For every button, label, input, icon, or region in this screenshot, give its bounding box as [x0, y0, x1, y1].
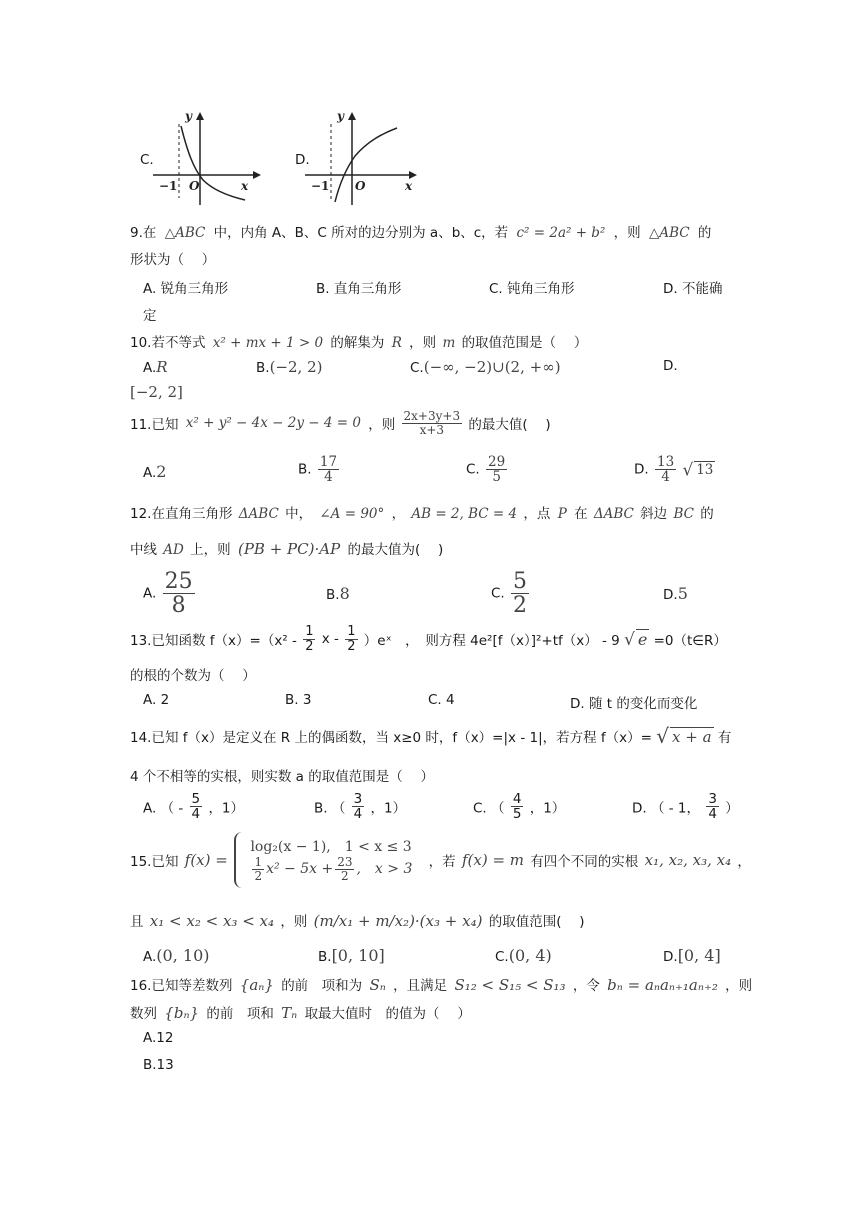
q14-c-den: 5 — [512, 806, 522, 823]
q9-option-d: D. 不能确 — [663, 281, 723, 297]
q10-option-d: D. — [663, 358, 678, 374]
q12-a-num: 25 — [164, 569, 193, 594]
q13-sqrt-e: e — [637, 630, 648, 650]
q10-line1 — [130, 331, 587, 351]
q16-line2c: 取最大值时 的值为（ ） — [304, 1006, 471, 1022]
q14-option-b — [314, 792, 406, 821]
q10-option-c — [410, 358, 561, 376]
q11-text1: ，则 — [368, 417, 396, 434]
q16-Sn: Sₙ — [369, 976, 386, 994]
y-label: y — [337, 110, 344, 123]
q11-expression: x² + y² − 4x − 2y − 4 = 0 — [185, 415, 361, 432]
q16-bn: bₙ = aₙaₙ₊₁aₙ₊₂ — [607, 976, 718, 994]
q12-line2a: 中线 — [130, 542, 157, 558]
q15-option-b-value: [0, 10] — [331, 946, 385, 965]
q15-inequality: x₁ < x₂ < x₃ < x₄ — [149, 912, 275, 930]
q16-an: {aₙ} — [239, 976, 274, 994]
q12-option-c — [491, 570, 531, 617]
q12-c-num: 5 — [513, 569, 528, 594]
q11-option-a — [143, 462, 166, 481]
q10-option-a-value: R — [156, 358, 168, 376]
q14-c-frac — [511, 792, 524, 821]
q16-line2a: 数列 — [130, 1006, 157, 1022]
q12-text5: 斜边 — [640, 506, 668, 522]
q12-triangle: ΔABC — [238, 506, 279, 522]
q9-line1 — [130, 221, 711, 241]
origin-label: O — [355, 179, 366, 193]
q16-line2 — [130, 1002, 471, 1022]
q15-fxm: f(x) = m — [461, 851, 525, 869]
q11-fraction — [402, 410, 463, 436]
q12-triangle-2: ΔABC — [593, 506, 634, 522]
q15-option-a-label: A. — [143, 949, 157, 965]
q10-m: m — [442, 335, 456, 351]
q11-text2: 的最大值( ) — [468, 417, 551, 434]
q10-option-a-label: A. — [143, 360, 157, 376]
q12-option-a-label: A. — [143, 585, 157, 602]
origin-label: O — [189, 179, 200, 193]
q12-text4: 在 — [574, 506, 588, 522]
q8-option-c-label: C. — [140, 152, 154, 168]
q13-text3: =0（t∈R） — [653, 633, 727, 650]
q11-b-num: 17 — [319, 454, 338, 470]
q14-option-d-end: ） — [725, 800, 739, 817]
q14-option-c-end: ，1） — [529, 800, 566, 817]
x-arrow — [253, 171, 261, 179]
q15-line1 — [130, 832, 751, 888]
q11-number: 11.已知 — [130, 417, 179, 434]
q11-option-d-label: D. — [634, 461, 649, 478]
q11-d-sqrt: 13 — [696, 462, 714, 479]
q12-line2c: 的最大值为( ) — [347, 542, 444, 558]
q9-option-d-cont: 定 — [143, 308, 157, 324]
q14-option-b-label: B. （ — [314, 800, 346, 817]
q15-cases — [250, 838, 412, 882]
q13-option-a: A. 2 — [143, 692, 170, 708]
q13-line1 — [130, 625, 727, 653]
q15-option-a-value: (0, 10) — [156, 946, 210, 965]
q14-option-c-label: C. （ — [473, 800, 505, 817]
q16-text2: ，且满足 — [393, 978, 448, 994]
q16-option-a: A.12 — [143, 1030, 174, 1046]
q12-AD: AD — [163, 542, 184, 558]
q15-option-a — [143, 946, 210, 965]
q14-c-num: 4 — [512, 791, 522, 807]
q10-option-a — [143, 358, 168, 376]
q12-option-d-value: 5 — [677, 584, 688, 603]
q14-a-frac — [190, 792, 203, 821]
q14-d-num: 3 — [708, 791, 717, 807]
q12-a-den: 8 — [163, 593, 195, 617]
q13-line2: 的根的个数为（ ） — [130, 668, 256, 684]
y-arrow — [196, 112, 204, 120]
q10-option-d-value: [−2, 2] — [130, 383, 183, 401]
q14-option-d-label: D. （ - 1， — [632, 800, 701, 817]
q16-text1: 的前 项和为 — [281, 978, 363, 994]
q14-text1: 14.已知 f（x）是定义在 R 上的偶函数，当 x≥0 时，f（x）=|x - 1|，若方程 f（x）= — [130, 730, 652, 746]
q14-option-a-label: A. （ - — [143, 800, 184, 817]
q13-frac-1 — [303, 625, 315, 653]
q9-option-a: A. 锐角三角形 — [143, 281, 229, 297]
q11-fraction-den: x+3 — [402, 423, 463, 437]
q14-b-frac — [352, 792, 365, 821]
q13-f2-num: 1 — [347, 624, 356, 639]
q12-vector-expr: (PB + PC)·AP — [237, 540, 341, 558]
q14-sqrt: x + a — [672, 727, 712, 746]
q14-a-num: 5 — [191, 791, 201, 807]
q10-option-b-label: B. — [256, 360, 270, 376]
q11-b-den: 4 — [318, 469, 339, 484]
q12-line1 — [130, 502, 714, 522]
q15-brace — [234, 832, 244, 888]
x-arrow — [409, 171, 417, 179]
q11-line1 — [130, 410, 551, 436]
q15-number: 15.已知 — [130, 854, 179, 870]
q10-expression: x² + mx + 1 > 0 — [212, 335, 324, 351]
q16-inequality: S₁₂ < S₁₅ < S₁₃ — [454, 976, 566, 994]
q10-R: R — [391, 335, 402, 351]
q11-c-den: 5 — [486, 469, 507, 484]
q14-line1 — [130, 724, 731, 748]
q15-c2-den2: 2 — [335, 869, 354, 883]
q9-line2: 形状为（ ） — [130, 252, 216, 268]
q9-equation: c² = 2a² + b² — [516, 225, 606, 241]
q11-d-num: 13 — [656, 454, 675, 470]
q13-mid: x - — [321, 631, 339, 648]
q14-radical: √ — [656, 724, 670, 748]
q15-c2-den: 2 — [254, 868, 263, 883]
q15-line2a: 且 — [130, 914, 144, 930]
q11-option-b — [298, 455, 341, 484]
q15-line2c: 的取值范围( ) — [488, 914, 585, 930]
q12-P: P — [557, 506, 567, 522]
q15-text2: 有四个不同的实根 — [530, 854, 639, 870]
q15-case2-frac2 — [335, 856, 354, 882]
q15-case-2 — [250, 856, 412, 882]
q12-option-b-label: B. — [326, 587, 340, 603]
q9-text3: 的 — [697, 225, 712, 241]
q15-line2b: ，则 — [280, 914, 308, 930]
q15-case-1: log₂(x − 1), 1 < x ≤ 3 — [250, 838, 412, 855]
q8-graph-d — [305, 110, 420, 205]
y-label: y — [185, 110, 192, 123]
q14-option-a — [143, 792, 244, 821]
q11-d-den: 4 — [655, 469, 676, 484]
q15-option-d — [663, 946, 721, 965]
y-arrow — [348, 112, 356, 120]
q12-option-b — [326, 584, 350, 603]
q8-option-d-label: D. — [295, 152, 310, 168]
q12-option-a-frac — [163, 570, 195, 617]
q15-c2-num: 1 — [254, 855, 263, 869]
x-label: x — [241, 179, 249, 193]
q13-f1-den: 2 — [305, 638, 314, 654]
q11-fraction-num: 2x+3y+3 — [403, 409, 461, 423]
q11-option-d-frac — [655, 455, 676, 484]
q15-roots: x₁, x₂, x₃, x₄ — [644, 851, 732, 869]
q14-option-b-end: ，1） — [370, 800, 407, 817]
q15-line2 — [130, 910, 585, 930]
q16-bnset: {bₙ} — [164, 1004, 200, 1022]
q12-option-c-label: C. — [491, 585, 505, 602]
q11-option-b-label: B. — [298, 461, 312, 478]
q13-option-d: D. 随 t 的变化而变化 — [570, 696, 698, 712]
q15-option-c — [495, 946, 552, 965]
q12-option-a — [143, 570, 197, 617]
q14-b-den: 4 — [353, 806, 363, 823]
q11-option-a-value: 2 — [156, 462, 167, 481]
x-label: x — [405, 179, 413, 193]
q15-fx: f(x) = — [184, 851, 228, 869]
q12-line2 — [130, 538, 443, 558]
q9-triangle-2: △ABC — [648, 225, 690, 241]
q16-number: 16.已知等差数列 — [130, 978, 233, 994]
q14-line2: 4 个不相等的实根，则实数 a 的取值范围是（ ） — [130, 769, 435, 785]
q10-option-c-label: C. — [410, 360, 424, 376]
q14-option-c — [473, 792, 565, 821]
q11-option-a-label: A. — [143, 465, 157, 481]
q9-text2: ，则 — [613, 225, 641, 241]
q13-option-b: B. 3 — [285, 692, 312, 708]
q11-option-c-label: C. — [466, 461, 480, 478]
q16-text3: ，令 — [572, 978, 600, 994]
q13-text2: ）eˣ ， 则方程 4e²[f（x）]²+tf（x） - 9 — [363, 633, 620, 650]
q16-line1 — [130, 974, 752, 994]
q10-option-b-value: (−2, 2) — [269, 358, 323, 376]
q9-text1: 中，内角 A、B、C 所对的边分别为 a、b、c，若 — [213, 225, 509, 241]
q13-frac-2 — [345, 625, 357, 653]
q13-f2-den: 2 — [347, 638, 356, 654]
q14-option-a-end: ，1） — [208, 800, 245, 817]
q10-text3: 的取值范围是（ ） — [461, 335, 588, 351]
q13-number: 13.已知函数 f（x）=（x² - — [130, 633, 297, 650]
q11-option-d — [634, 455, 715, 484]
q15-case2-frac — [252, 856, 264, 882]
q15-c2-rest: x² − 5x + — [266, 861, 334, 878]
q13-radical: √ — [624, 629, 635, 650]
q14-option-d — [632, 792, 739, 821]
neg-one-label: −1 — [311, 179, 330, 193]
q12-text2: ， — [391, 506, 406, 522]
q15-option-c-label: C. — [495, 949, 509, 965]
q11-c-num: 29 — [488, 454, 506, 470]
q16-option-b: B.13 — [143, 1057, 174, 1073]
q14-text2: 有 — [717, 730, 732, 746]
q11-option-b-frac — [318, 455, 339, 484]
q8-graph-c — [153, 110, 263, 205]
q16-text4: ，则 — [725, 978, 753, 994]
q10-option-b — [256, 358, 322, 376]
neg-one-label: −1 — [159, 179, 178, 193]
q11-option-c — [466, 455, 509, 484]
q12-option-d-label: D. — [663, 587, 678, 603]
q12-line2b: 上，则 — [190, 542, 231, 558]
q10-option-c-value: (−∞, −2)∪(2, +∞) — [423, 358, 561, 376]
q10-text1: 的解集为 — [330, 335, 385, 351]
q15-option-b-label: B. — [318, 949, 332, 965]
q12-text1: 中， — [285, 506, 313, 522]
q13-option-c: C. 4 — [428, 692, 455, 708]
q12-angle: ∠A = 90° — [319, 506, 385, 522]
q15-option-b — [318, 946, 385, 965]
q14-a-den: 4 — [191, 806, 201, 823]
q15-text1: ，若 — [428, 854, 456, 870]
q10-text2: ，则 — [409, 335, 437, 351]
q12-number: 12.在直角三角形 — [130, 506, 233, 522]
q12-BC: BC — [673, 506, 694, 522]
q9-option-b: B. 直角三角形 — [316, 281, 402, 297]
q15-option-c-value: (0, 4) — [508, 946, 552, 965]
q15-expression: (m/x₁ + m/x₂)·(x₃ + x₄) — [313, 912, 483, 930]
q12-option-b-value: 8 — [339, 584, 350, 603]
q11-d-radical: √ — [682, 459, 694, 480]
q14-d-frac — [706, 792, 719, 821]
curve — [335, 128, 397, 202]
q14-b-num: 3 — [353, 791, 363, 807]
q10-number: 10.若不等式 — [130, 335, 206, 351]
q15-option-d-value: [0, 4] — [677, 946, 721, 965]
q15-c2-num2: 23 — [337, 855, 353, 869]
q9-number: 9.在 — [130, 225, 157, 241]
q9-option-c: C. 钝角三角形 — [489, 281, 575, 297]
q13-f1-num: 1 — [305, 624, 314, 639]
q14-d-den: 4 — [708, 806, 717, 823]
q16-line2b: 的前 项和 — [206, 1006, 274, 1022]
q12-c-den: 2 — [513, 593, 528, 619]
q11-option-c-frac — [486, 455, 507, 484]
q12-text6: 的 — [700, 506, 714, 522]
q16-Tn: Tₙ — [281, 1004, 298, 1022]
q12-sides: AB = 2, BC = 4 — [411, 506, 518, 522]
q15-c2-cond: , x > 3 — [356, 861, 413, 878]
q15-option-d-label: D. — [663, 949, 678, 965]
q12-option-d — [663, 584, 688, 603]
q12-text3: ，点 — [523, 506, 551, 522]
q15-text3: ， — [737, 854, 751, 870]
q12-option-c-frac — [511, 570, 529, 617]
q9-triangle: △ABC — [164, 225, 206, 241]
